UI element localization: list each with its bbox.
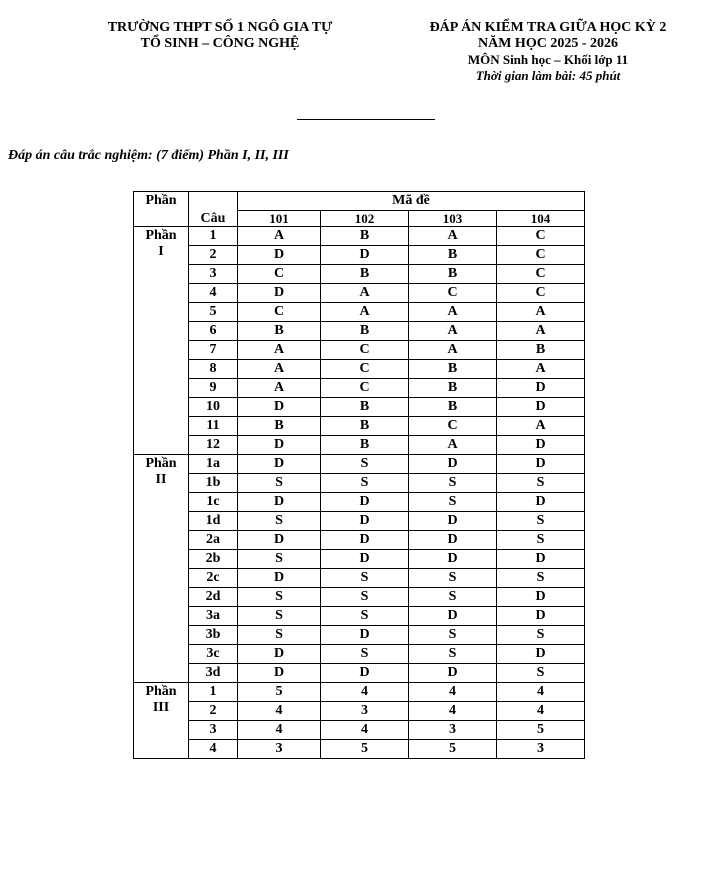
answer-cell: S xyxy=(409,645,497,664)
answer-cell: B xyxy=(497,341,585,360)
header-school-block xyxy=(62,20,378,52)
answer-cell: 3 xyxy=(409,721,497,740)
answer-cell: D xyxy=(497,379,585,398)
answer-cell: A xyxy=(238,360,321,379)
part-label-line: Phần xyxy=(145,456,177,471)
answer-cell: D xyxy=(238,455,321,474)
answer-cell: B xyxy=(409,360,497,379)
table-subheader-row xyxy=(134,211,585,227)
answer-cell: A xyxy=(409,436,497,455)
answer-cell: A xyxy=(497,360,585,379)
question-number: 2 xyxy=(189,246,238,265)
table-row xyxy=(134,360,585,379)
answer-cell: D xyxy=(238,284,321,303)
question-number: 4 xyxy=(189,740,238,759)
table-row xyxy=(134,379,585,398)
header-exam-block xyxy=(395,20,701,84)
table-row xyxy=(134,493,585,512)
answer-cell: S xyxy=(497,512,585,531)
answer-cell: 4 xyxy=(238,702,321,721)
table-row xyxy=(134,322,585,341)
answer-cell: A xyxy=(409,322,497,341)
answer-cell: C xyxy=(321,341,409,360)
question-number: 11 xyxy=(189,417,238,436)
answer-cell: S xyxy=(321,474,409,493)
answer-cell: S xyxy=(497,626,585,645)
answer-cell: D xyxy=(497,550,585,569)
answer-cell: C xyxy=(238,265,321,284)
exam-code-header: 101 xyxy=(238,211,321,227)
answer-cell: D xyxy=(238,436,321,455)
part-column-header: Phần xyxy=(134,192,189,227)
question-number: 1 xyxy=(189,227,238,246)
answer-cell: 4 xyxy=(497,702,585,721)
question-number: 2d xyxy=(189,588,238,607)
question-number: 8 xyxy=(189,360,238,379)
answer-cell: C xyxy=(497,284,585,303)
answer-cell: D xyxy=(321,246,409,265)
answer-cell: D xyxy=(409,531,497,550)
answer-cell: C xyxy=(409,284,497,303)
table-row xyxy=(134,664,585,683)
answer-cell: 4 xyxy=(321,683,409,702)
question-number: 1c xyxy=(189,493,238,512)
part-label-cell xyxy=(134,455,189,683)
answer-key-table xyxy=(133,191,585,759)
part-label-cell xyxy=(134,683,189,759)
answer-cell: B xyxy=(409,379,497,398)
answer-cell: A xyxy=(321,284,409,303)
question-column-header: Câu xyxy=(189,211,238,227)
question-number: 3 xyxy=(189,721,238,740)
answer-cell: 5 xyxy=(409,740,497,759)
answer-cell: B xyxy=(409,398,497,417)
answer-cell: A xyxy=(409,227,497,246)
answer-cell: D xyxy=(497,493,585,512)
question-number: 1a xyxy=(189,455,238,474)
answer-cell: C xyxy=(497,265,585,284)
table-row xyxy=(134,683,585,702)
table-header-row xyxy=(134,192,585,211)
answer-cell: D xyxy=(238,493,321,512)
answer-cell: 5 xyxy=(321,740,409,759)
answer-cell: B xyxy=(321,398,409,417)
answer-cell: C xyxy=(321,360,409,379)
answer-cell: S xyxy=(409,474,497,493)
answer-cell: D xyxy=(321,531,409,550)
answer-cell: A xyxy=(321,303,409,322)
question-number: 7 xyxy=(189,341,238,360)
answer-cell: S xyxy=(238,588,321,607)
answer-cell: A xyxy=(238,379,321,398)
answer-cell: S xyxy=(321,588,409,607)
answer-cell: S xyxy=(497,531,585,550)
answer-cell: A xyxy=(409,303,497,322)
answer-cell: S xyxy=(238,607,321,626)
table-row xyxy=(134,588,585,607)
answer-cell: D xyxy=(409,607,497,626)
answer-cell: S xyxy=(409,626,497,645)
answer-cell: 4 xyxy=(497,683,585,702)
answer-cell: S xyxy=(409,588,497,607)
answer-cell: B xyxy=(321,322,409,341)
answer-cell: S xyxy=(497,664,585,683)
question-number: 1 xyxy=(189,683,238,702)
answer-cell: A xyxy=(497,303,585,322)
question-number: 3 xyxy=(189,265,238,284)
answer-cell: D xyxy=(238,246,321,265)
table-row xyxy=(134,569,585,588)
answer-cell: B xyxy=(321,265,409,284)
answer-cell: S xyxy=(238,550,321,569)
answer-cell: B xyxy=(321,436,409,455)
table-row xyxy=(134,341,585,360)
part-label-line: Phần xyxy=(145,684,177,699)
table-row xyxy=(134,303,585,322)
exam-code-header: 102 xyxy=(321,211,409,227)
answer-cell: 4 xyxy=(409,702,497,721)
answer-cell: A xyxy=(238,227,321,246)
answer-cell: D xyxy=(238,664,321,683)
table-row xyxy=(134,740,585,759)
answer-cell: S xyxy=(321,455,409,474)
answer-cell: S xyxy=(409,493,497,512)
table-row xyxy=(134,721,585,740)
answer-cell: S xyxy=(409,569,497,588)
answer-cell: 5 xyxy=(238,683,321,702)
answer-cell: A xyxy=(497,417,585,436)
answer-cell: A xyxy=(497,322,585,341)
answer-cell: 3 xyxy=(321,702,409,721)
part-label-cell xyxy=(134,227,189,455)
answer-cell: B xyxy=(238,417,321,436)
question-number: 3b xyxy=(189,626,238,645)
table-row xyxy=(134,512,585,531)
answer-cell: A xyxy=(238,341,321,360)
table-row xyxy=(134,227,585,246)
answer-cell: S xyxy=(238,474,321,493)
table-row xyxy=(134,607,585,626)
answer-cell: A xyxy=(409,341,497,360)
part-label-line: III xyxy=(152,700,170,715)
answer-cell: D xyxy=(238,645,321,664)
answer-cell: B xyxy=(321,417,409,436)
question-number: 1d xyxy=(189,512,238,531)
table-row xyxy=(134,645,585,664)
exam-code-header: 103 xyxy=(409,211,497,227)
answer-cell: D xyxy=(238,531,321,550)
answer-cell: D xyxy=(497,607,585,626)
answer-cell: D xyxy=(497,588,585,607)
table-row xyxy=(134,455,585,474)
answer-cell: D xyxy=(321,550,409,569)
question-number: 3d xyxy=(189,664,238,683)
table-row xyxy=(134,284,585,303)
question-number: 2c xyxy=(189,569,238,588)
answer-cell: S xyxy=(497,569,585,588)
table-row xyxy=(134,246,585,265)
header-divider xyxy=(297,119,435,120)
subject-line: MÔN Sinh học – Khối lớp 11 xyxy=(467,52,629,67)
answer-cell: C xyxy=(238,303,321,322)
part-label-line: Phần xyxy=(145,228,177,243)
table-row xyxy=(134,531,585,550)
table-row xyxy=(134,417,585,436)
answer-cell: D xyxy=(409,664,497,683)
section-title: Đáp án câu trắc nghiệm: (7 điểm) Phần I, II, III xyxy=(8,148,289,163)
question-number: 6 xyxy=(189,322,238,341)
answer-cell: B xyxy=(409,246,497,265)
table-row xyxy=(134,265,585,284)
question-number: 2a xyxy=(189,531,238,550)
part-label-line: II xyxy=(155,472,167,487)
exam-code-header: 104 xyxy=(497,211,585,227)
question-number: 4 xyxy=(189,284,238,303)
question-number: 2 xyxy=(189,702,238,721)
question-header-top xyxy=(189,192,238,211)
question-number: 12 xyxy=(189,436,238,455)
question-number: 9 xyxy=(189,379,238,398)
answer-cell: D xyxy=(321,626,409,645)
question-number: 2b xyxy=(189,550,238,569)
answer-cell: D xyxy=(497,455,585,474)
school-name: TRƯỜNG THPT SỐ 1 NGÔ GIA TỰ xyxy=(107,20,333,35)
answer-cell: 5 xyxy=(497,721,585,740)
table-row xyxy=(134,702,585,721)
answer-cell: S xyxy=(497,474,585,493)
duration-line: Thời gian làm bài: 45 phút xyxy=(475,68,621,83)
answer-cell: C xyxy=(409,417,497,436)
exam-title: ĐÁP ÁN KIỂM TRA GIỮA HỌC KỲ 2 xyxy=(429,20,667,35)
table-row xyxy=(134,550,585,569)
answer-cell: 4 xyxy=(238,721,321,740)
answer-cell: S xyxy=(321,607,409,626)
answer-cell: B xyxy=(238,322,321,341)
answer-cell: B xyxy=(409,265,497,284)
answer-cell: 4 xyxy=(409,683,497,702)
answer-cell: D xyxy=(321,493,409,512)
answer-cell: D xyxy=(497,645,585,664)
answer-cell: 4 xyxy=(321,721,409,740)
table-row xyxy=(134,436,585,455)
table-row xyxy=(134,626,585,645)
answer-cell: D xyxy=(238,569,321,588)
table-row xyxy=(134,398,585,417)
answer-cell: S xyxy=(238,512,321,531)
answer-cell: C xyxy=(497,227,585,246)
answer-cell: D xyxy=(409,550,497,569)
answer-cell: D xyxy=(409,512,497,531)
answer-cell: D xyxy=(321,512,409,531)
question-number: 5 xyxy=(189,303,238,322)
question-number: 3a xyxy=(189,607,238,626)
question-number: 10 xyxy=(189,398,238,417)
exam-code-group-header: Mã đề xyxy=(238,192,585,211)
answer-cell: S xyxy=(321,645,409,664)
question-number: 1b xyxy=(189,474,238,493)
answer-cell: D xyxy=(497,436,585,455)
answer-cell: S xyxy=(238,626,321,645)
answer-cell: B xyxy=(321,227,409,246)
answer-cell: D xyxy=(321,664,409,683)
department-name: TỔ SINH – CÔNG NGHỆ xyxy=(140,36,300,51)
answer-cell: D xyxy=(238,398,321,417)
part-label-line: I xyxy=(158,244,164,259)
answer-cell: C xyxy=(497,246,585,265)
table-row xyxy=(134,474,585,493)
question-number: 3c xyxy=(189,645,238,664)
answer-cell: 3 xyxy=(497,740,585,759)
answer-cell: D xyxy=(409,455,497,474)
answer-cell: C xyxy=(321,379,409,398)
answer-cell: 3 xyxy=(238,740,321,759)
answer-cell: D xyxy=(497,398,585,417)
school-year: NĂM HỌC 2025 - 2026 xyxy=(478,36,618,51)
answer-cell: S xyxy=(321,569,409,588)
